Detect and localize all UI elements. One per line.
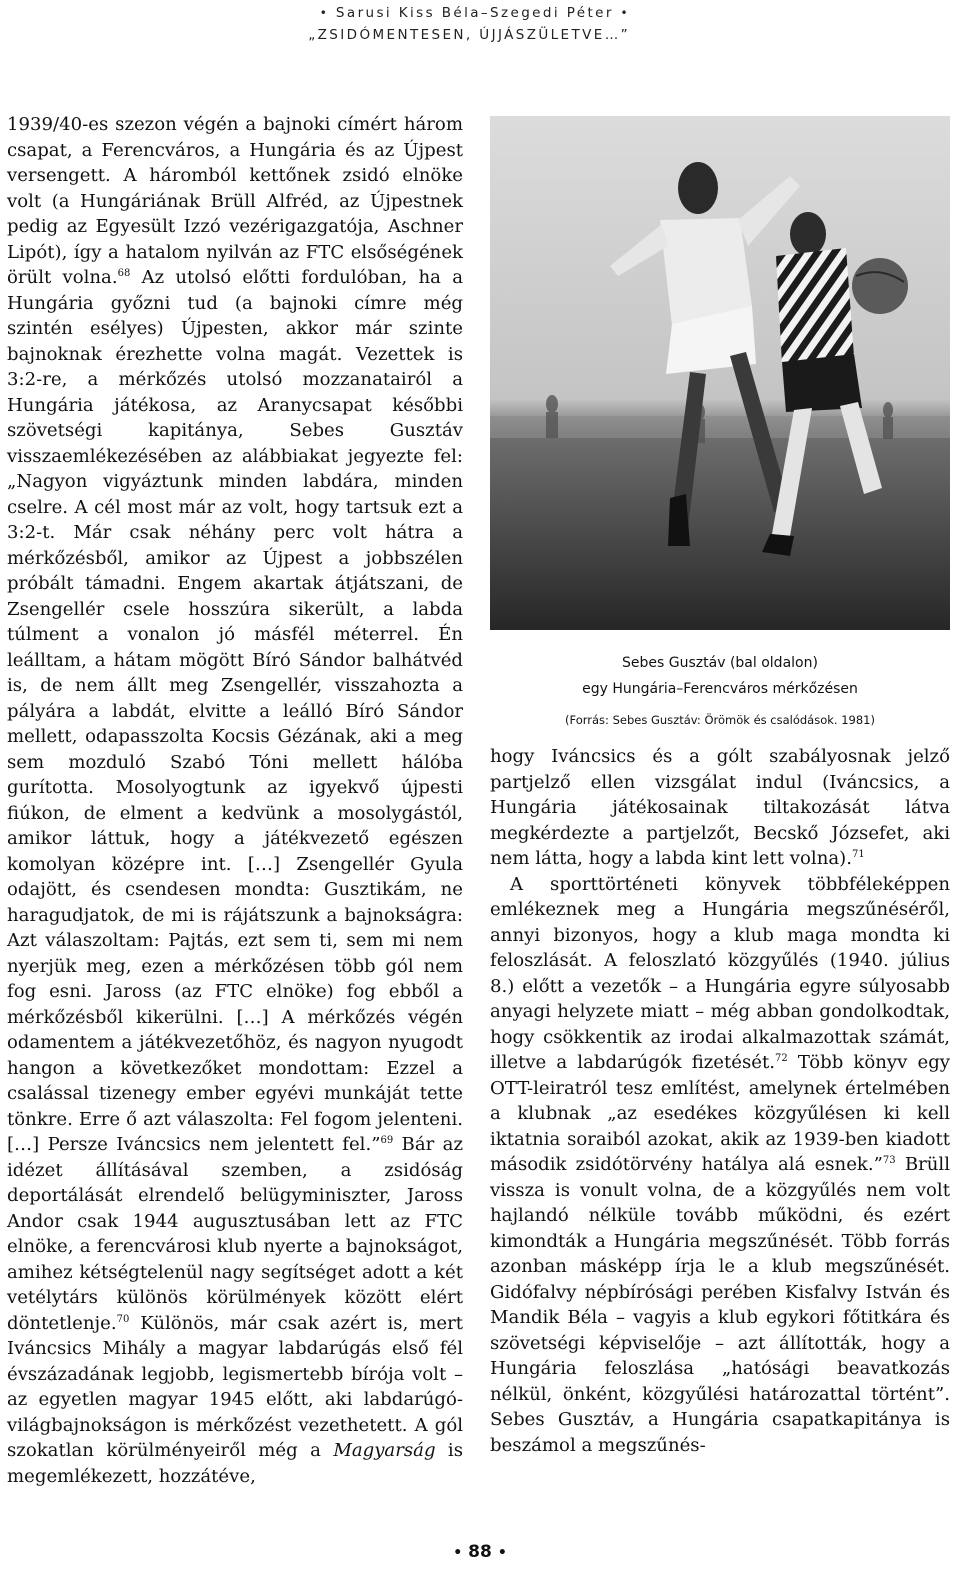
paragraph [490,744,950,872]
magazine-title: Magyarság [333,1440,436,1461]
photo-caption [490,650,950,730]
page-folio [0,1542,960,1562]
page-number: 88 [468,1542,492,1562]
text-run: hogy Iváncsics és a gólt szabályosnak jelző partjelző ellen vizsgálat indul (Iváncsics, a Hungária játékosainak tiltakozását látva megkérdezte a partjelzőt, Becskő Józsefet, aki nem látta, hogy a labda kint lett volna). [490,746,950,869]
bullet-icon: • [497,1545,507,1561]
text-run: Brüll vissza is vonult volna, de a közgyűlés nem volt hajlandó nélküle tovább működni, és ezért kimondták a Hungária megszűnését. Több forrás azonban másképp írja le a klub megszűnését. Gidófalvy népbírósági perében Kisfalvy István és Mandik Béla – vagyis a klub egykori főtitkára és szövetségi képviselője – azt állították, hogy a Hungária feloszlása „hatósági beavatkozás nélkül, önként, közgyűlési határozattal történt”. Sebes Gusztáv, a Hungária csapatkapitánya is beszámol a megszűnés- [490,1154,950,1456]
paragraph [490,872,950,1459]
text-run: Az utolsó előtti fordulóban, ha a Hungária győzni tud (a bajnoki címre még szintén esélyes) Újpesten, akkor már szinte bajnoknak érezhette volna magát. Vezettek is 3:2-re, a mérkőzés utolsó mozzanatairól a Hungária játékosa, az Aranycsapat későbbi szövetségi kapitánya, Sebes Gusztáv visszaemlékezésében az alábbiakat jegyezte fel: „Nagyon vigyáztunk minden labdára, minden cselre. A cél most már az volt, hogy tartsuk ezt a 3:2-t. Már csak néhány perc volt hátra a mérkőzésből, amikor az Újpest a jobbszélen próbált támadni. Engem akartak átjátszani, de Zsengellér csele hosszúra sikerült, a labda túlment a vonalon jó másfél méterrel. Én leálltam, a hátam mögött Bíró Sándor balhátvéd is, de nem állt meg Zsengellér, visszahozta a pályára a labdát, elvitte a leálló Bíró Sándor mellett, odapasszolta Kocsis Gézának, aki a meg sem mozduló Szabó Tóni mellett hálóba gurította. Mosolyogtunk az igyekvő újpesti fiúkon, de elment a kedvünk a mosolygástól, amikor láttuk, hogy a játékvezető egészen komolyan középre int. […] Zsengellér Gyula odajött, és csendesen mondta: Gusztikám, ne haragudjatok, de mi is rájátszunk a bajnokságra: Azt válaszoltam: Pajtás, ezt sem ti, sem mi nem nyerjük meg, ezen a mérkőzésen több gól nem fog esni. Jaross (az FTC elnöke) fog ebből a mérkőzésből kikerülni. […] A mérkőzés végén odamentem a játékvezetőhöz, és nagyon nyugodt hangon a következőket mondottam: Ezzel a csalással tizenegy ember egyévi munkáját tette tönkre. Erre ő azt válaszolta: Fel fogom jelenteni. […] Persze Iváncsics nem jelentett fel.” [7,267,463,1155]
bullet-icon: • [453,1545,463,1561]
running-header-authors [30,2,630,24]
bullet-icon: • [620,6,630,20]
caption-line-1: Sebes Gusztáv (bal oldalon) [622,655,818,671]
footnote-ref-69: 69 [380,1135,394,1146]
footnote-ref-70: 70 [116,1313,130,1325]
footnote-ref-71: 71 [851,849,865,860]
text-run: A sporttörténeti könyvek többféleképpen emlékeznek meg a Hungária megszűnéséről, annyi bizonyos, hogy a klub maga mondta ki feloszlását. A feloszlató közgyűlés (1940. július 8.) előtt a vezetők – a Hungária egyre súlyosabb anyagi helyzete miatt – még abban gondolkodtak, hogy csökkentik az irodai alkalmazottak számát, illetve a labdarúgók fizetését. [490,873,950,1073]
left-column [7,112,463,1489]
ball [852,258,908,314]
photo-background [490,116,950,630]
footnote-ref-73: 73 [882,1155,896,1166]
right-column [490,744,950,1458]
caption-source: (Forrás: Sebes Gusztáv: Örömök és csalódások. 1981) [565,713,875,727]
text-run: 1939/40-es szezon végén a bajnoki címért három csapat, a Ferencváros, a Hungária és az Újpest versengett. A háromból kettőnek zsidó elnöke volt (a Hungáriának Brüll Alfréd, az Újpestnek pedig az Egyesült Izzó vezérigazgatója, Aschner Lipót), így a hatalom nyilván az FTC elsőségének örült volna. [7,114,463,288]
text-run: is megemlékezett, hozzátéve, [7,1440,464,1487]
photo-illustration [490,116,950,630]
running-header [30,2,630,46]
text-run: Különös, már csak azért is, mert Iváncsics Mihály a magyar labdarúgás első fél évszázadának legjobb, legismertebb bírója volt – az egyetlen magyar 1945 előtt, aki labdarúgó-világbajnokságon is mérkőzést vezethetett. A gól szokatlan körülményeiről még a [7,1312,463,1461]
football-match-photo [490,116,950,630]
caption-line-2: egy Hungária–Ferencváros mérkőzésen [582,681,858,697]
footnote-ref-68: 68 [117,268,131,279]
header-title: „ZSIDÓMENTESEN, ÚJJÁSZÜLETVE…” [308,27,630,43]
text-run: Több könyv egy OTT-leiratról tesz említést, amelynek értelmében a klubnak „az esedékes közgyűlésen ki kell iktatnia soraiból azokat, akik az 1939-ben kiadott második zsidótörvény hatálya alá esnek.” [490,1052,950,1175]
bullet-icon: • [319,6,330,20]
footnote-ref-72: 72 [775,1053,788,1064]
header-authors: Sarusi Kiss Béla–Szegedi Péter [335,5,614,21]
paragraph [7,112,463,1489]
text-run: Bár az idézet állításával szemben, a zsidóság deportálását elrendelő belügyminiszter, Jaross Andor csak 1944 augusztusában lett az FTC elnöke, a ferencvárosi klub nyerte a bajnokságot, amihez kétségtelenül nagy segítséget adott a két vetélytárs különös körülmények között elért döntetlenje. [7,1134,463,1334]
